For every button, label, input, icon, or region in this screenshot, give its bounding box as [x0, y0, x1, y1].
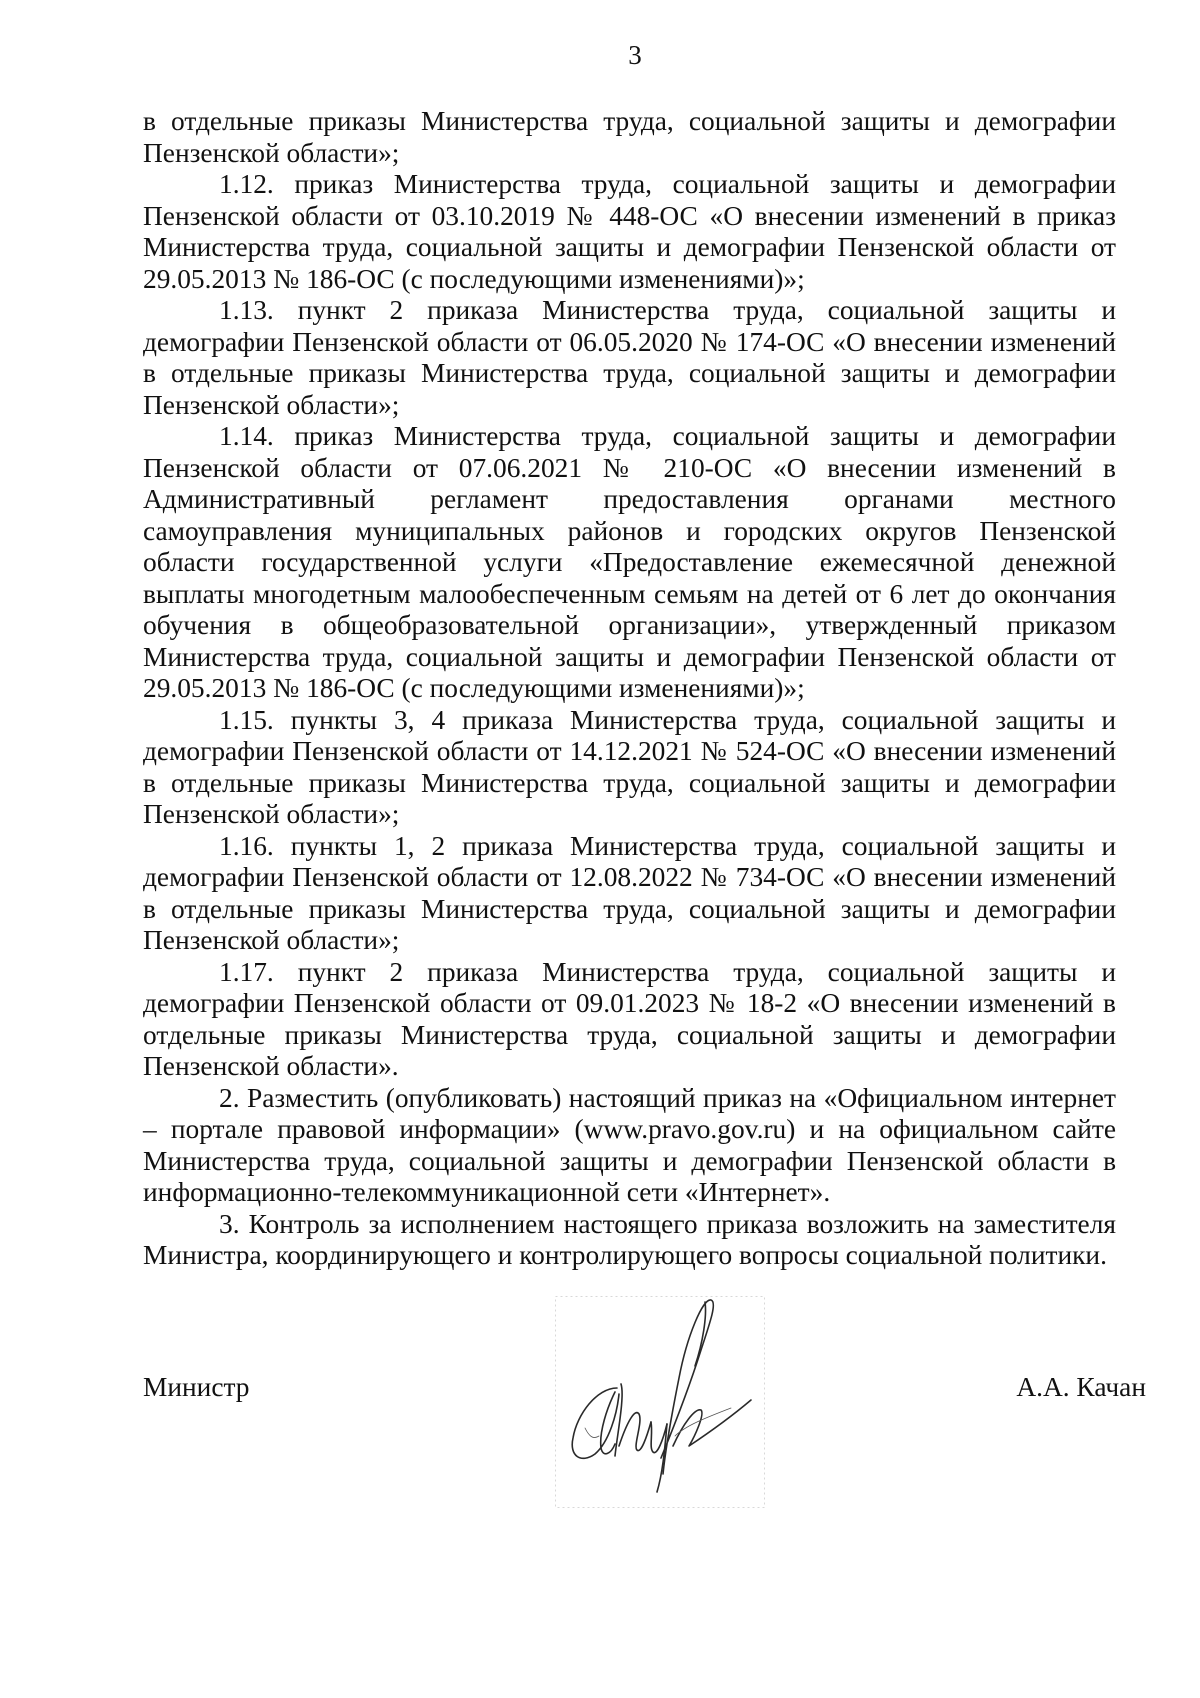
signatory-title: Министр: [143, 1372, 250, 1402]
paragraph-item-1-14: 1.14. приказ Министерства труда, социальной защиты и демографии Пензенской области от 07.06.2021 № 210-ОС «О внесении изменений в Административный регламент предоставления органами местного самоуправления муниципальных районов и городских округов Пензенской области государственной услуги «Предоставление ежемесячной денежной выплаты многодетным малообеспеченным семьям на детей от 6 лет до окончания обучения в общеобразовательной организации», утвержденный приказом Министерства труда, социальной защиты и демографии Пензенской области от 29.05.2013 № 186-ОС (с последующими изменениями)»;: [143, 421, 1116, 703]
page-number: 3: [628, 40, 642, 70]
paragraph-item-3: 3. Контроль за исполнением настоящего приказа возложить на заместителя Министра, координирующего и контролирующего вопросы социальной политики.: [143, 1208, 1116, 1270]
document-body: [143, 106, 1116, 1272]
paragraph-item-1-17: 1.17. пункт 2 приказа Министерства труда, социальной защиты и демографии Пензенской области от 09.01.2023 № 18-2 «О внесении изменений в отдельные приказы Министерства труда, социальной защиты и демографии Пензенской области».: [143, 956, 1116, 1081]
paragraph-continuation: в отдельные приказы Министерства труда, социальной защиты и демографии Пензенской области»;: [143, 106, 1116, 168]
paragraph-item-1-13: 1.13. пункт 2 приказа Министерства труда, социальной защиты и демографии Пензенской области от 06.05.2020 № 174-ОС «О внесении изменений в отдельные приказы Министерства труда, социальной защиты и демографии Пензенской области»;: [143, 295, 1116, 420]
paragraph-item-1-12: 1.12. приказ Министерства труда, социальной защиты и демографии Пензенской области от 03.10.2019 № 448-ОС «О внесении изменений в приказ Министерства труда, социальной защиты и демографии Пензенской области от 29.05.2013 № 186-ОС (с последующими изменениями)»;: [143, 169, 1116, 294]
signatory-name: А.А. Качан: [1016, 1372, 1146, 1402]
paragraph-item-2: 2. Разместить (опубликовать) настоящий приказ на «Официальном интернет – портале правовой информации» (www.pravo.gov.ru) и на официальном сайте Министерства труда, социальной защиты и демографии Пензенской области в информационно-телекоммуникационной сети «Интернет».: [143, 1082, 1116, 1207]
paragraph-item-1-15: 1.15. пункты 3, 4 приказа Министерства труда, социальной защиты и демографии Пензенской области от 14.12.2021 № 524-ОС «О внесении изменений в отдельные приказы Министерства труда, социальной защиты и демографии Пензенской области»;: [143, 704, 1116, 829]
handwritten-signature: [555, 1296, 765, 1508]
paragraph-item-1-16: 1.16. пункты 1, 2 приказа Министерства труда, социальной защиты и демографии Пензенской области от 12.08.2022 № 734-ОС «О внесении изменений в отдельные приказы Министерства труда, социальной защиты и демографии Пензенской области»;: [143, 830, 1116, 955]
